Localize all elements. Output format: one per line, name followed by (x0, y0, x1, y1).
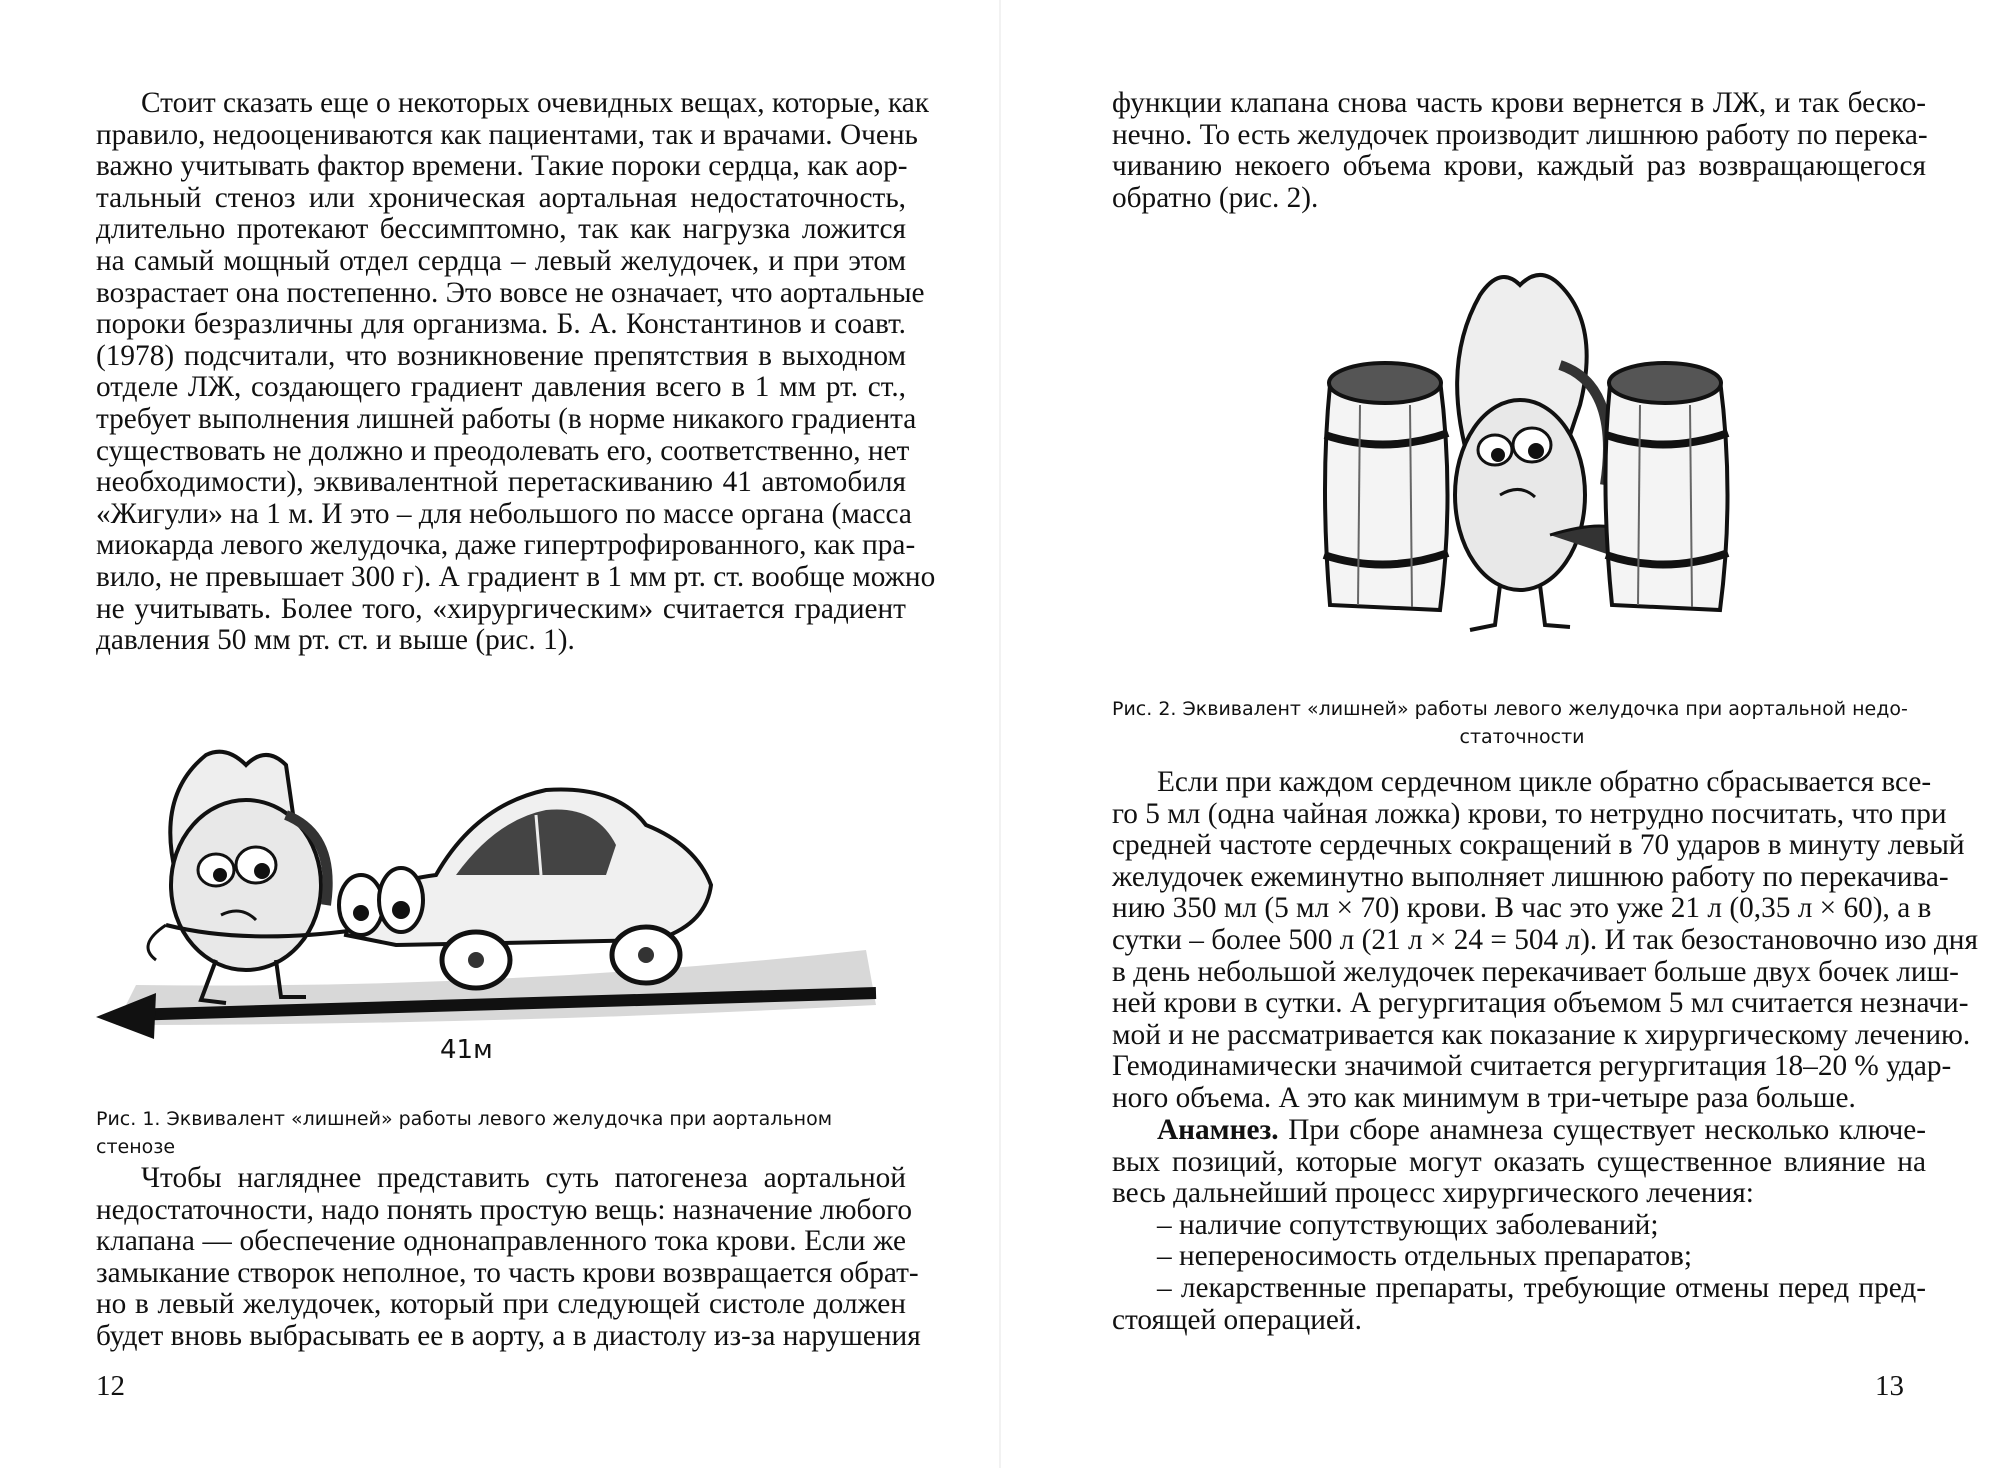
text-line: ного объема. А это как минимум в три-четыре раза больше. (1112, 1081, 1856, 1114)
pupil-right (254, 863, 270, 879)
text-line: важно учитывать фактор времени. Такие пороки сердца, как аор- (96, 150, 908, 183)
paragraph-regurgitation (1112, 766, 1978, 1115)
text-line: длительно протекают бессимптомно, так как нагрузка ложится (96, 213, 906, 246)
page-number-left: 12 (96, 1370, 125, 1402)
text-line: вило, не превышает 300 г). А градиент в 1 мм рт. ст. вообще можно (96, 560, 936, 593)
text-line: возрастает она постепенно. Это вовсе не означает, что аортальные (96, 276, 925, 309)
paragraph-continuation (1112, 88, 1926, 214)
paragraph-pathogenesis (96, 1162, 921, 1353)
arrow-head (96, 993, 156, 1039)
anamnesis-text-1: При сборе анамнеза существует несколько ключе- (1288, 1114, 1926, 1146)
right-page (1000, 0, 2000, 1468)
car-eye-right (379, 868, 423, 932)
heart2-pupil-left (1491, 448, 1505, 462)
text-line: существовать не должно и преодолевать его, соответственно, нет (96, 434, 910, 467)
figure-1-caption: Рис. 1. Эквивалент «лишней» работы левого желудочка при аортальном стенозе (96, 1108, 833, 1158)
text-line: необходимости), эквивалентной перетаскиванию 41 автомобиля (96, 466, 906, 499)
text-line: Если при каждом сердечном цикле обратно сбрасывается все- (1157, 766, 1932, 798)
text-line: отделе ЛЖ, создающего градиент давления всего в 1 мм рт. ст., (96, 371, 906, 404)
text-line: желудочек ежеминутно выполняет лишнюю работу по перекачива- (1112, 860, 1949, 893)
anamnesis-line-3: весь дальнейший процесс хирургического лечения: (1112, 1177, 1754, 1210)
paragraph-anamnesis (1112, 1115, 1926, 1336)
barrel-left (1324, 363, 1448, 610)
text-line: замыкание створок неполное, то часть крови возвращается обрат- (96, 1256, 919, 1289)
text-line: Стоит сказать еще о некоторых очевидных вещах, которые, как (141, 87, 930, 119)
pupil-left (213, 868, 227, 882)
text-line: требует выполнения лишней работы (в норме никакого градиента (96, 402, 917, 435)
hub-front (468, 952, 484, 968)
text-line: недостаточности, надо понять простую вещь: назначение любого (96, 1193, 912, 1226)
page-number-right: 13 (1875, 1370, 1904, 1402)
figure-2-caption (1112, 695, 1932, 751)
anamnesis-line-1 (1112, 1115, 1926, 1147)
car-pupil-left (353, 905, 369, 921)
figure-1-heart-pulling-car (96, 735, 896, 1045)
text-line: функции клапана снова часть крови вернется в ЛЖ, и так беско- (1112, 87, 1926, 119)
text-line: миокарда левого желудочка, даже гипертрофированного, как пра- (96, 529, 916, 562)
car-pupil-right (392, 901, 410, 919)
text-line: давления 50 мм рт. ст. и выше (рис. 1). (96, 624, 575, 657)
text-line: Чтобы нагляднее представить суть патогенеза аортальной (141, 1162, 906, 1194)
text-line: го 5 мл (одна чайная ложка) крови, то нетрудно посчитать, что при (1112, 797, 1947, 830)
barrel-right (1605, 363, 1728, 610)
heart2-leg-right (1540, 585, 1570, 627)
anamnesis-heading: Анамнез. (1157, 1114, 1279, 1146)
list-item-comorbidities: – наличие сопутствующих заболеваний; (1157, 1208, 1659, 1241)
text-line: не учитывать. Более того, «хирургическим» считается градиент (96, 592, 906, 625)
heart2-leg-left (1470, 585, 1500, 630)
text-line: но в левый желудочек, который при следующей систоле должен (96, 1288, 906, 1321)
hub-rear (638, 947, 654, 963)
text-line: мой и не рассматривается как показание к хирургическому лечению. (1112, 1018, 1971, 1051)
text-line: клапана — обеспечение однонаправленного тока крови. Если же (96, 1225, 906, 1258)
text-line: тальный стеноз или хроническая аортальная недостаточность, (96, 181, 906, 214)
figure-1-distance-label: 41м (440, 1035, 493, 1065)
text-line: правило, недооцениваются как пациентами, так и врачами. Очень (96, 118, 918, 151)
heart2-pupil-right (1528, 443, 1544, 459)
paragraph-time-factor (96, 87, 936, 657)
figure-2-caption-line2: статочности (1459, 726, 1585, 748)
text-line: «Жигули» на 1 м. И это – для небольшого по массе органа (масса (96, 497, 912, 530)
text-line: нечно. То есть желудочек производит лишнюю работу по перека- (1112, 118, 1928, 151)
text-line: средней частоте сердечных сокращений в 70 ударов в минуту левый (1112, 829, 1965, 862)
text-line: в день небольшой желудочек перекачивает больше двух бочек лиш- (1112, 955, 1959, 988)
text-line: ней крови в сутки. А регургитация объемом 5 мл считается незначи- (1112, 987, 1969, 1020)
figure-2-heart-barrels (1320, 265, 1740, 660)
rope-end (148, 925, 166, 960)
figure-2-caption-line1: Рис. 2. Эквивалент «лишней» работы левого желудочка при аортальной недо- (1112, 698, 1908, 720)
text-line: (1978) подсчитали, что возникновение препятствия в выходном (96, 339, 906, 372)
text-line: нию 350 мл (5 мл × 70) крови. В час это уже 21 л (0,35 л × 60), а в (1112, 892, 1932, 925)
text-line: пороки безразличны для организма. Б. А. Константинов и соавт. (96, 308, 906, 341)
text-line: обратно (рис. 2). (1112, 181, 1319, 214)
anamnesis-line-2: вых позиций, которые могут оказать существенное влияние на (1112, 1145, 1926, 1178)
text-line: на самый мощный отдел сердца – левый желудочек, и при этом (96, 244, 906, 277)
text-line: чиванию некоего объема крови, каждый раз возвращающегося (1112, 150, 1926, 183)
heart2-body (1455, 400, 1585, 590)
text-line: Гемодинамически значимой считается регургитация 18–20 % удар- (1112, 1050, 1952, 1083)
list-item-intolerance: – непереносимость отдельных препаратов; (1157, 1240, 1692, 1273)
text-line: сутки – более 500 л (21 л × 24 = 504 л). И так безостановочно изо дня (1112, 923, 1978, 956)
text-line: будет вновь выбрасывать ее в аорту, а в диастолу из-за нарушения (96, 1319, 921, 1352)
list-item-drugs-line-2: стоящей операцией. (1112, 1303, 1362, 1336)
list-item-drugs-line-1: – лекарственные препараты, требующие отмены перед пред- (1157, 1271, 1926, 1304)
heart-eye-right (236, 847, 276, 883)
